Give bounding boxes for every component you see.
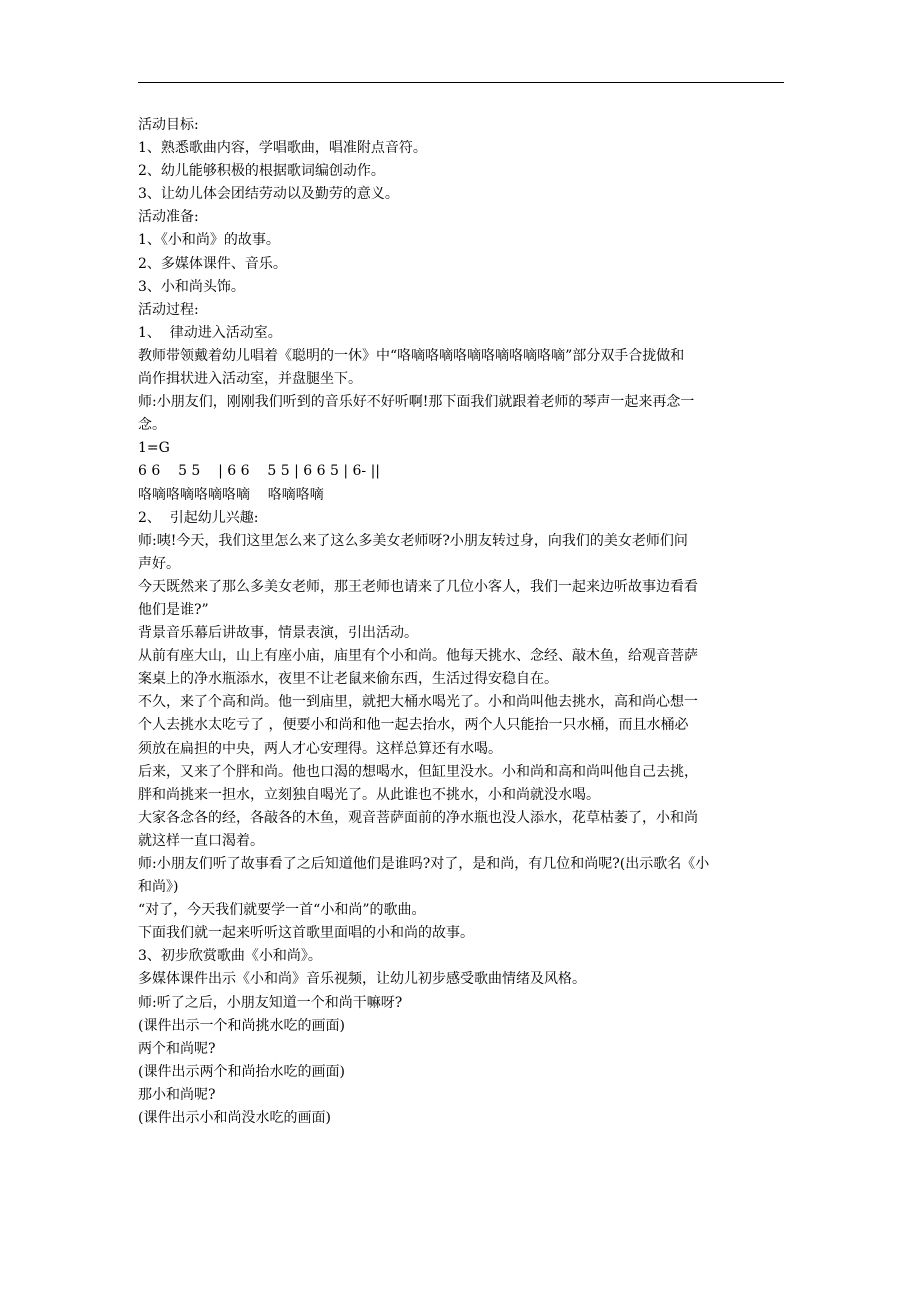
heading-goals: 活动目标: — [138, 117, 199, 133]
music-lyrics: 咯嘀咯嘀咯嘀咯嘀 咯嘀咯嘀 — [138, 486, 324, 503]
text-line: 案桌上的净水瓶添水，夜里不让老鼠来偷东西，生活过得安稳自在。 — [138, 671, 558, 688]
text-line: 1、《小和尚》的故事。 — [138, 232, 280, 249]
text-line: 3、小和尚头饰。 — [138, 278, 245, 295]
text-line: 从前有座大山，山上有座小庙，庙里有个小和尚。他每天挑水、念经、敲木鱼，给观音菩萨 — [138, 648, 698, 665]
text-line: 尚作揖状进入活动室，并盘腿坐下。 — [138, 371, 362, 388]
text-line: 就这样一直口渴着。 — [138, 832, 264, 849]
heading-preparation: 活动准备: — [138, 209, 199, 226]
music-key: 1=G — [138, 440, 170, 457]
text-line: 师:小朋友们，刚刚我们听到的音乐好不好听啊!那下面我们就跟着老师的琴声一起来再念一 — [138, 394, 695, 411]
heading-process: 活动过程: — [138, 301, 199, 318]
text-line: 和尚》) — [138, 879, 179, 896]
text-line: 师:小朋友们听了故事看了之后知道他们是谁吗?对了，是和尚，有几位和尚呢?(出示歌名《小 — [138, 856, 710, 872]
text-line: 3、初步欣赏歌曲《小和尚》。 — [138, 948, 322, 965]
text-line: (课件出示一个和尚挑水吃的画面) — [138, 1017, 345, 1034]
text-line: 2、多媒体课件、音乐。 — [138, 255, 287, 272]
text-line: 教师带领戴着幼儿唱着《聪明的一休》中“咯嘀咯嘀咯嘀咯嘀咯嘀咯嘀”部分双手合拢做和 — [138, 347, 685, 364]
text-line: 背景音乐幕后讲故事，情景表演，引出活动。 — [138, 625, 418, 642]
music-notation: 6 6 5 5 | 6 6 5 5 | 6 6 5 | 6- || — [138, 463, 381, 480]
text-line: 个人去挑水太吃亏了 ，便要小和尚和他一起去抬水，两个人只能抬一只水桶，而且水桶必 — [138, 717, 689, 734]
text-line: 2、幼儿能够积极的根据歌词编创动作。 — [138, 163, 385, 180]
text-line: 1、 律动进入活动室。 — [138, 324, 282, 341]
text-line: 下面我们就一起来听听这首歌里面唱的小和尚的故事。 — [138, 925, 474, 942]
text-line: 2、 引起幼儿兴趣: — [138, 509, 259, 526]
text-line: 1、熟悉歌曲内容，学唱歌曲，唱准附点音符。 — [138, 140, 427, 157]
text-line: 那小和尚呢? — [138, 1086, 216, 1103]
text-line: 师:听了之后，小朋友知道一个和尚干嘛呀? — [138, 994, 403, 1011]
text-line: 不久，来了个高和尚。他一到庙里，就把大桶水喝光了。小和尚叫他去挑水，高和尚心想一 — [138, 694, 698, 711]
text-line: 两个和尚呢? — [138, 1040, 216, 1057]
text-line: 他们是谁?” — [138, 601, 209, 618]
text-line: 今天既然来了那么多美女老师，那王老师也请来了几位小客人，我们一起来边听故事边看看 — [138, 578, 698, 595]
text-line: 声好。 — [138, 555, 180, 572]
text-line: 多媒体课件出示《小和尚》音乐视频，让幼儿初步感受歌曲情绪及风格。 — [138, 971, 586, 988]
text-line: 后来，又来了个胖和尚。他也口渴的想喝水，但缸里没水。小和尚和高和尚叫他自己去挑， — [138, 763, 698, 780]
text-line: (课件出示小和尚没水吃的画面) — [138, 1110, 331, 1127]
text-line: 师:咦!今天，我们这里怎么来了这么多美女老师呀?小朋友转过身，向我们的美女老师们问 — [138, 532, 688, 549]
text-line: “对了，今天我们就要学一首“小和尚”的歌曲。 — [138, 902, 426, 919]
text-line: 念。 — [138, 417, 166, 434]
text-line: (课件出示两个和尚抬水吃的画面) — [138, 1063, 345, 1080]
text-line: 须放在扁担的中央，两人才心安理得。这样总算还有水喝。 — [138, 740, 502, 757]
text-line: 胖和尚挑来一担水，立刻独自喝光了。从此谁也不挑水，小和尚就没水喝。 — [138, 786, 600, 803]
text-line: 3、让幼儿体会团结劳动以及勤劳的意义。 — [138, 186, 399, 203]
text-line: 大家各念各的经，各敲各的木鱼，观音菩萨面前的净水瓶也没人添水，花草枯萎了，小和尚 — [138, 809, 698, 826]
header-rule — [138, 82, 784, 83]
document-body — [138, 114, 788, 1130]
